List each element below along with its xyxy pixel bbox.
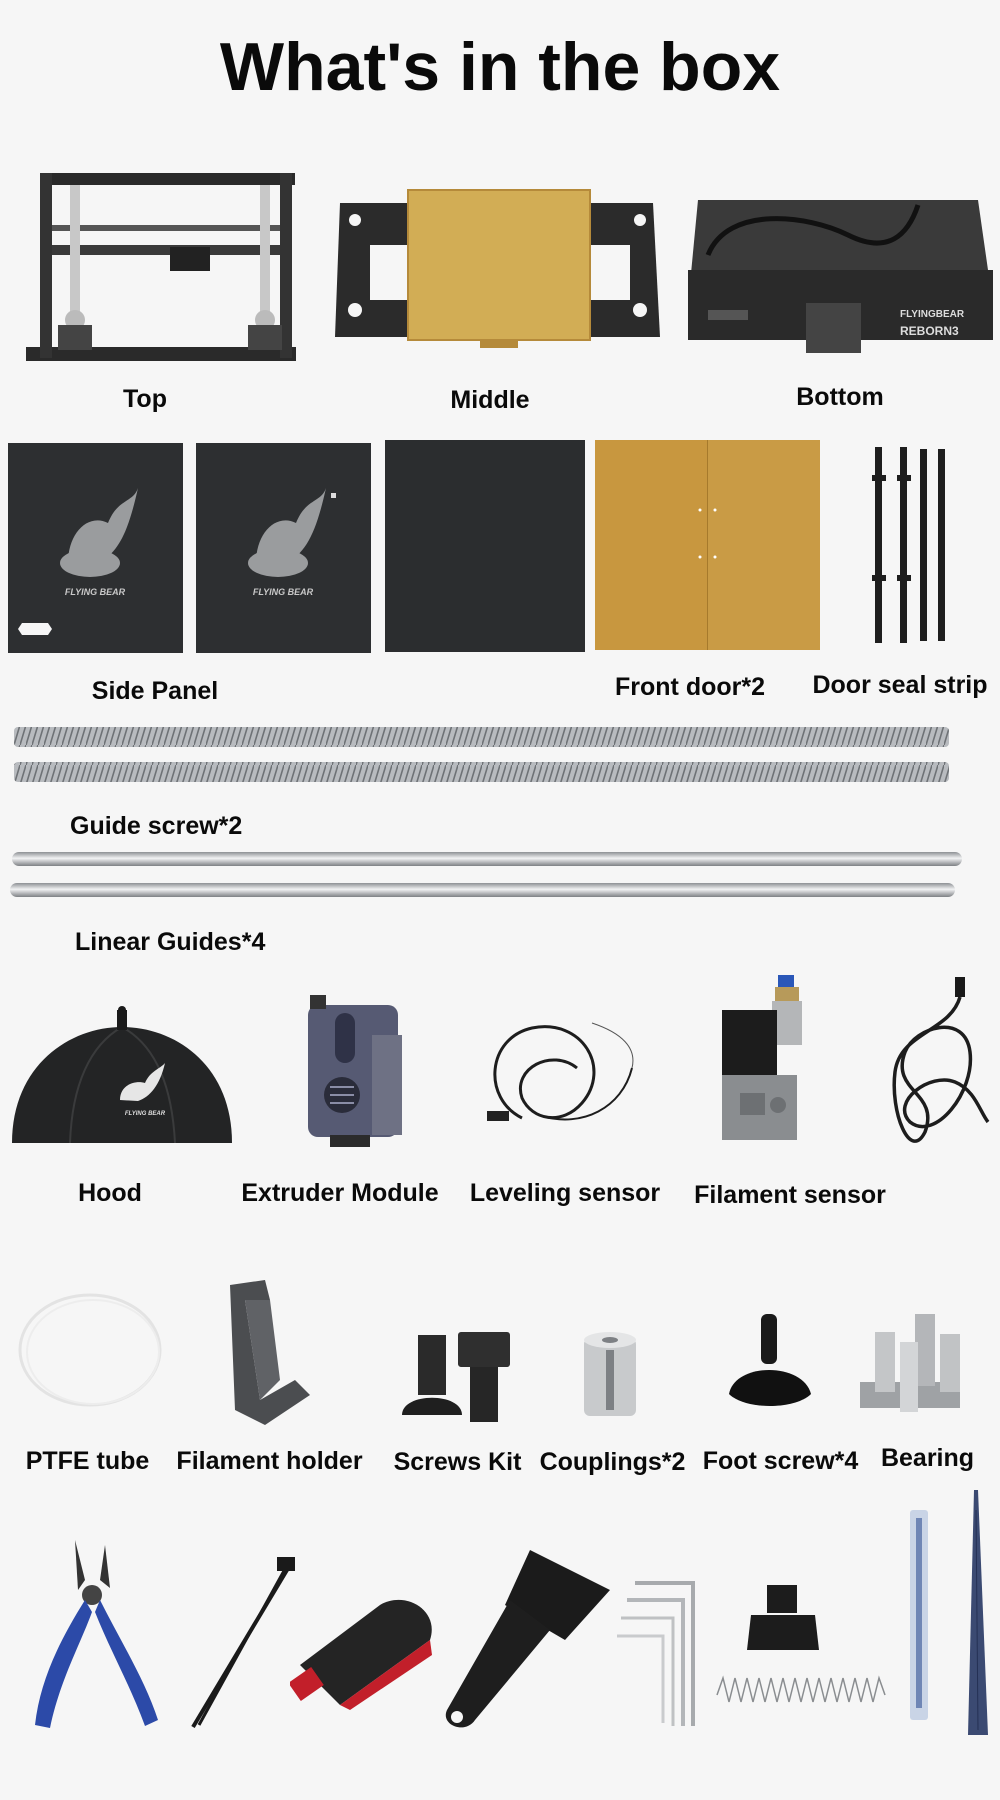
bottom-brand-line1: FLYINGBEAR xyxy=(900,309,965,320)
linear-guides-image xyxy=(10,850,965,906)
flush-cutter-image xyxy=(30,1540,165,1730)
extruder-module-label: Extruder Module xyxy=(241,1179,439,1207)
power-cable-image xyxy=(880,972,990,1172)
usb-drive-image xyxy=(290,1595,440,1710)
filament-holder-label: Filament holder xyxy=(176,1447,363,1475)
hood-image xyxy=(10,1005,235,1145)
hood-label: Hood xyxy=(78,1179,142,1207)
panel-logo-2: FLYING BEAR xyxy=(252,587,314,597)
tweezers-image xyxy=(962,1490,990,1740)
side-panel-2-image xyxy=(196,443,371,653)
filament-sensor-label: Filament sensor xyxy=(694,1181,886,1209)
hex-keys-image xyxy=(615,1578,695,1728)
guide-screw-label: Guide screw*2 xyxy=(70,812,243,840)
needle-case-image xyxy=(908,1508,930,1723)
middle-bed-image xyxy=(335,185,665,350)
ptfe-tube-image xyxy=(15,1290,165,1410)
screws-kit-label: Screws Kit xyxy=(393,1448,522,1476)
front-door-label: Front door*2 xyxy=(615,673,765,701)
back-panel-image xyxy=(385,440,585,652)
scraper-image xyxy=(435,1545,615,1735)
ptfe-tube-label: PTFE tube xyxy=(25,1447,150,1475)
door-seal-strip-label: Door seal strip xyxy=(812,671,988,699)
panel-logo-1: FLYING BEAR xyxy=(64,587,126,597)
nozzle-tool-and-spring-image xyxy=(715,1580,890,1715)
page-title: What's in the box xyxy=(219,29,781,105)
filament-holder-image xyxy=(225,1280,315,1430)
bearing-label: Bearing xyxy=(880,1444,975,1472)
leveling-sensor-label: Leveling sensor xyxy=(469,1179,661,1207)
top-frame-image xyxy=(20,165,305,370)
bearing-image xyxy=(860,1312,965,1417)
leveling-sensor-image xyxy=(482,1008,642,1138)
bottom-label: Bottom xyxy=(796,383,884,411)
middle-label: Middle xyxy=(450,386,530,414)
couplings-label: Couplings*2 xyxy=(539,1448,686,1476)
side-panel-1-image xyxy=(8,443,183,653)
guide-screw-image xyxy=(14,725,954,785)
extruder-module-image xyxy=(300,995,410,1150)
hood-logo: FLYING BEAR xyxy=(124,1111,166,1117)
foot-screw-image xyxy=(725,1312,815,1412)
couplings-image xyxy=(580,1330,640,1420)
side-panel-label: Side Panel xyxy=(91,677,219,705)
bottom-base-image xyxy=(688,195,1000,355)
linear-guides-label: Linear Guides*4 xyxy=(75,928,266,956)
bottom-brand-line2: REBORN3 xyxy=(900,324,959,338)
front-door-image xyxy=(595,440,820,650)
door-seal-strip-image xyxy=(870,445,950,645)
filament-sensor-image xyxy=(720,975,815,1145)
top-label: Top xyxy=(123,385,167,413)
screws-kit-image xyxy=(400,1330,515,1430)
cable-ties-image xyxy=(185,1555,300,1730)
foot-screw-label: Foot screw*4 xyxy=(702,1447,859,1475)
